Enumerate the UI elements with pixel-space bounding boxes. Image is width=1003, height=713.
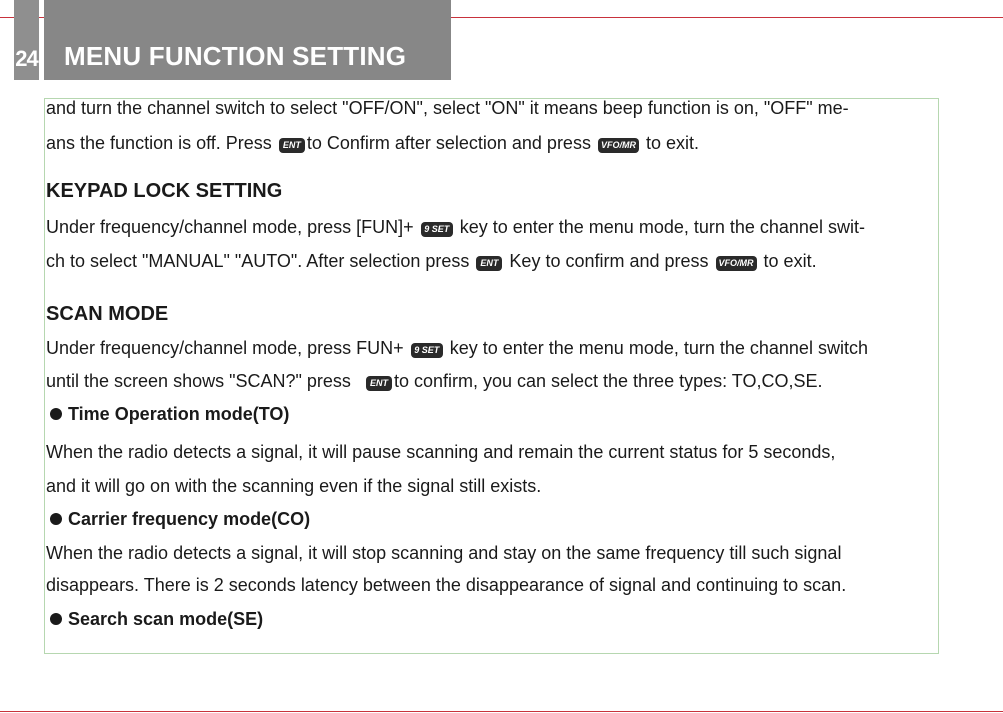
se-mode-title-text: Search scan mode(SE) [68,609,264,629]
scan-mode-text-c: until the screen shows "SCAN?" press [46,371,351,391]
scan-mode-text-b: key to enter the menu mode, turn the channel switch [449,338,868,358]
scan-mode-line-2 [46,370,822,392]
keypad-lock-heading: KEYPAD LOCK SETTING [46,180,283,202]
keypad-lock-text-d: Key to confirm and press [509,251,709,271]
bottom-rule [0,711,1003,712]
scan-mode-line-1 [46,337,868,359]
to-mode-title-text: Time Operation mode(TO) [68,404,290,424]
scan-mode-text-d: to confirm, you can select the three types: TO,CO,SE. [393,371,823,391]
bullet-icon [50,513,62,525]
vfo-mr-key-icon: VFO/MR [598,138,639,153]
to-mode-title [50,403,289,425]
keypad-lock-text-c: ch to select "MANUAL" "AUTO". After selection press [46,251,470,271]
keypad-lock-text-e: to exit. [763,251,817,271]
keypad-lock-line-2 [46,250,817,272]
ent-key-icon: ENT [366,376,392,391]
to-mode-line-2: and it will go on with the scanning even if the signal still exists. [46,476,542,496]
page-title: MENU FUNCTION SETTING [44,0,451,80]
set-key-icon: 9 SET [411,343,443,358]
bullet-icon [50,613,62,625]
scan-mode-text-a: Under frequency/channel mode, press FUN+ [46,338,404,358]
beep-line-2 [46,132,699,154]
page-number: 24 [14,0,39,80]
bullet-icon [50,408,62,420]
ent-key-icon: ENT [476,256,502,271]
co-mode-line-1: When the radio detects a signal, it will stop scanning and stay on the same frequency till such signal [46,543,842,563]
keypad-lock-text-b: key to enter the menu mode, turn the channel swit- [459,217,865,237]
keypad-lock-text-a: Under frequency/channel mode, press [FUN]+ [46,217,414,237]
to-mode-line-1: When the radio detects a signal, it will pause scanning and remain the current status for 5 seconds, [46,442,836,462]
vfo-mr-key-icon: VFO/MR [716,256,757,271]
beep-text-a: ans the function is off. Press [46,133,272,153]
beep-text-c: to exit. [645,133,700,153]
set-key-icon: 9 SET [421,222,453,237]
co-mode-title-text: Carrier frequency mode(CO) [68,509,311,529]
beep-line-1: and turn the channel switch to select "OFF/ON", select "ON" it means beep function is on, "OFF" me- [46,98,849,118]
beep-text-b: to Confirm after selection and press [306,133,591,153]
keypad-lock-line-1 [46,216,865,238]
scan-mode-heading: SCAN MODE [46,303,169,325]
co-mode-line-2: disappears. There is 2 seconds latency between the disappearance of signal and continuing to scan. [46,575,847,595]
ent-key-icon: ENT [279,138,305,153]
se-mode-title [50,608,263,630]
co-mode-title [50,508,310,530]
